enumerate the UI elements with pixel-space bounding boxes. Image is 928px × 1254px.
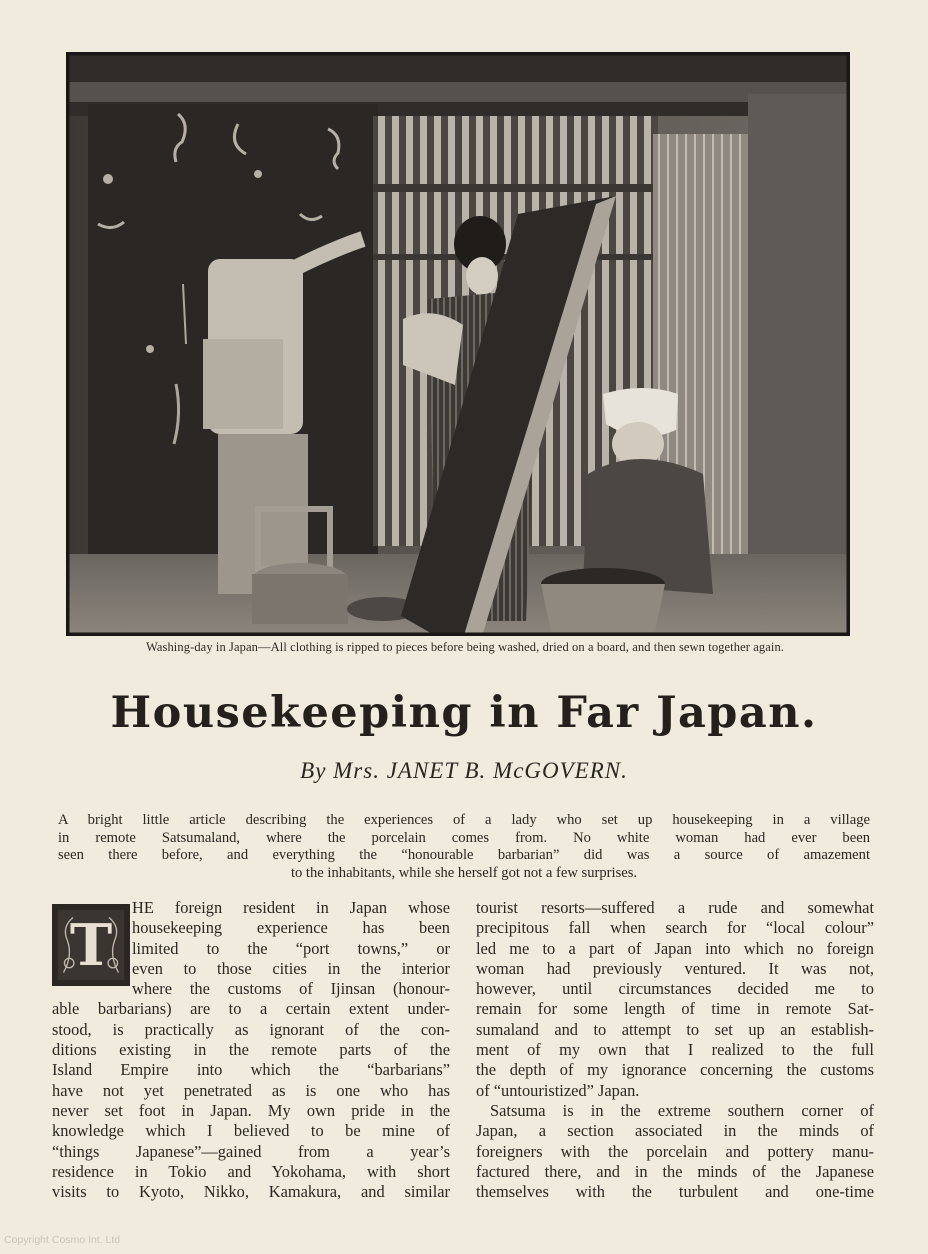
text-line: ment of my own that I realized to the full xyxy=(476,1040,874,1060)
article-column-2 xyxy=(476,898,874,1202)
text-line: led me to a part of Japan into which no foreign xyxy=(476,938,874,958)
text-line: stood, is practically as ignorant of the con- xyxy=(52,1019,450,1039)
photo-caption: Washing-day in Japan—All clothing is ripped to pieces before being washed, dried on a board, and then sewn together again. xyxy=(145,640,785,654)
text-line: Island Empire into which the “barbarians” xyxy=(52,1060,450,1080)
text-line: Satsuma is in the extreme southern corner of xyxy=(490,1100,874,1120)
text-line: able barbarians) are to a certain extent under- xyxy=(52,999,450,1019)
intro-line: seen there before, and everything the “honourable barbarian” did was a source of amazement xyxy=(58,847,870,863)
intro-line: in remote Satsumaland, where the porcelain comes from. No white woman had ever been xyxy=(58,829,870,846)
text-line: the depth of my ignorance concerning the customs xyxy=(476,1060,874,1080)
text-line: visits to Kyoto, Nikko, Kamakura, and similar xyxy=(52,1182,450,1202)
text-line: HE foreign resident in Japan whose xyxy=(132,898,450,917)
text-line: limited to the “port towns,” or xyxy=(132,938,450,958)
text-line: “things Japanese”—gained from a year’s xyxy=(52,1141,450,1161)
intro-line: to the inhabitants, while she herself got not a few surprises. xyxy=(290,864,638,881)
text-line: knowledge which I believed to be mine of xyxy=(52,1121,450,1141)
article-column-1 xyxy=(52,898,450,1202)
intro-line: A bright little article describing the experiences of a lady who set up housekeeping in a village xyxy=(58,812,870,828)
text-line: foreigners with the porcelain and pottery manu- xyxy=(476,1141,874,1161)
text-line: tourist resorts—suffered a rude and somewhat xyxy=(476,898,874,917)
text-line: Japan, a section associated in the minds of xyxy=(476,1121,874,1141)
text-line: even to those cities in the interior xyxy=(132,958,450,978)
text-line: precipitous fall when search for “local colour” xyxy=(476,918,874,938)
text-line: where the customs of Ijinsan (honour- xyxy=(132,979,450,999)
washing-day-photo xyxy=(66,52,850,636)
text-line: remain for some length of time in remote Sat- xyxy=(476,999,874,1019)
drop-cap-text: T xyxy=(69,912,113,979)
text-line: sumaland and to attempt to set up an establish- xyxy=(476,1019,874,1039)
text-line: residence in Tokio and Yokohama, with short xyxy=(52,1161,450,1181)
photo-illustration xyxy=(68,54,848,634)
text-line: however, until circumstances decided me to xyxy=(476,979,874,999)
text-line: of “untouristized” Japan. xyxy=(476,1080,640,1100)
article-title: Housekeeping in Far Japan. xyxy=(110,688,818,738)
text-line: woman had previously ventured. It was not, xyxy=(476,958,874,978)
copyright-notice: Copyright Cosmo Int. Ltd xyxy=(4,1234,121,1246)
author-byline: By Mrs. JANET B. McGOVERN. xyxy=(300,758,628,783)
text-line: themselves with the turbulent and one-time xyxy=(476,1182,874,1202)
text-line: have not yet penetrated as is one who has xyxy=(52,1080,450,1100)
article-intro xyxy=(58,812,870,882)
text-line: housekeeping experience has been xyxy=(132,918,450,938)
text-line: never set foot in Japan. My own pride in the xyxy=(52,1100,450,1120)
text-line: ditions existing in the remote parts of the xyxy=(52,1040,450,1060)
text-line: factured there, and in the minds of the Japanese xyxy=(476,1161,874,1181)
